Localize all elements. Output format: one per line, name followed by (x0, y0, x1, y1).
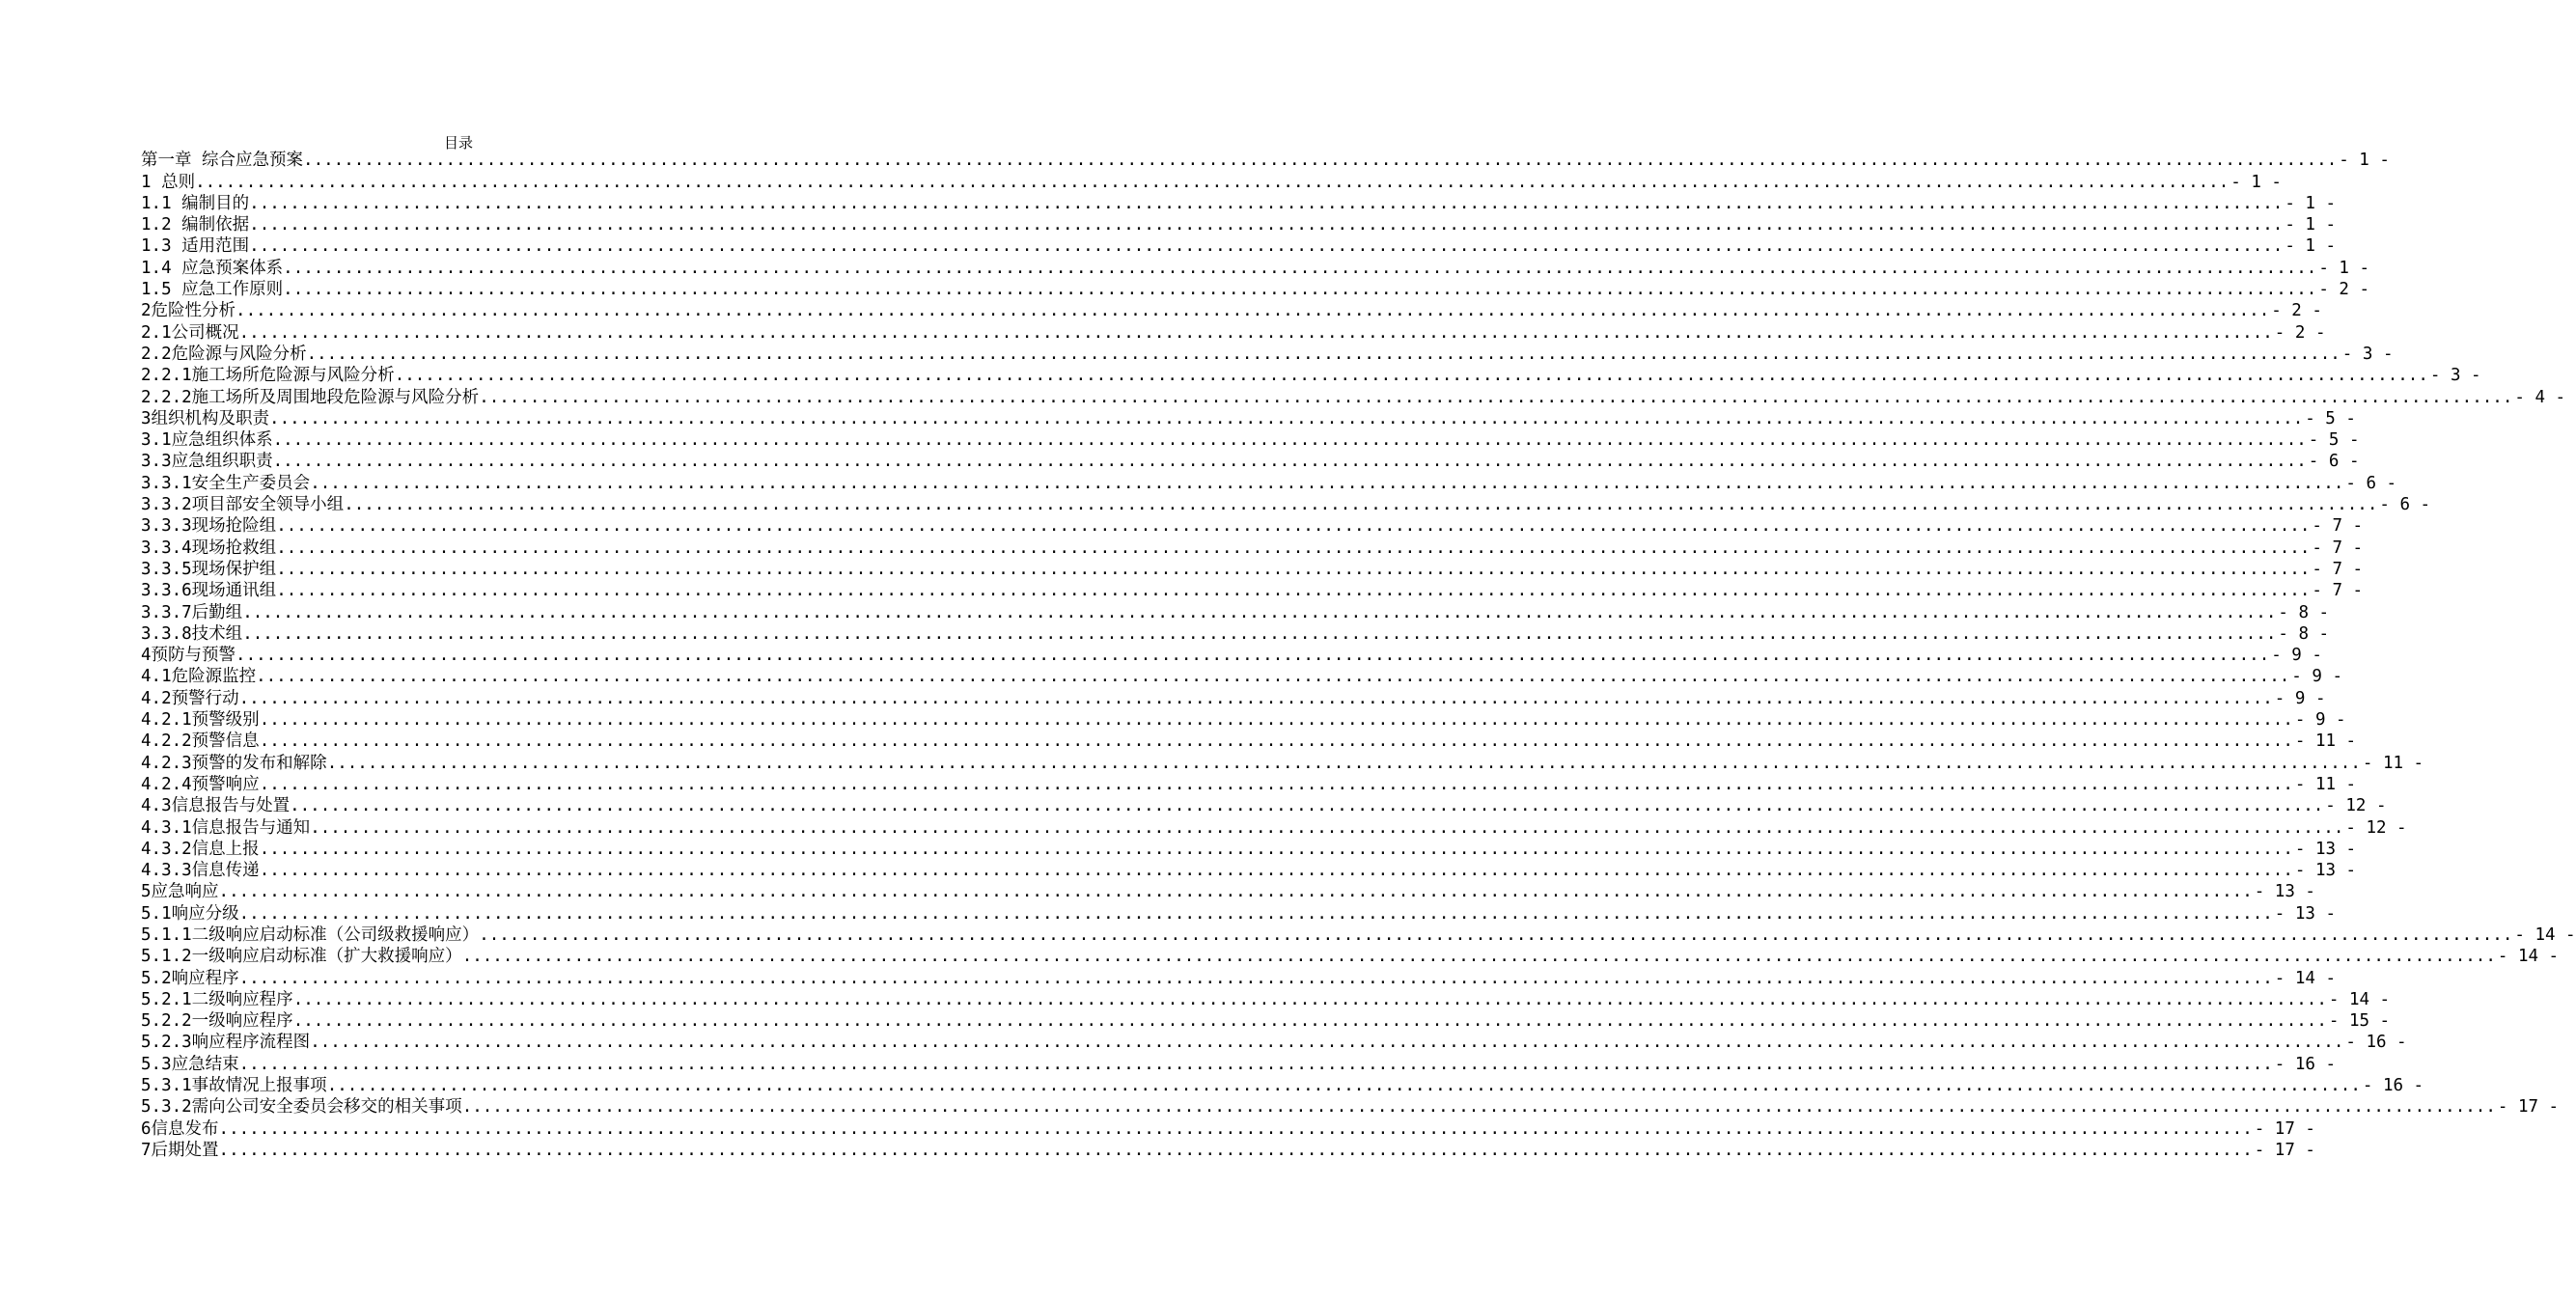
toc-entry[interactable] (141, 1140, 2315, 1161)
toc-entry-page-number: - 1 - (2318, 258, 2370, 278)
toc-entry-page-number: - 13 - (2294, 839, 2357, 859)
toc-entry-label: 1.4 应急预案体系 (141, 258, 284, 278)
toc-dot-leader: ........................................................................................................................................................................................................ (256, 667, 2290, 687)
toc-entry-label: 1 总则 (141, 172, 196, 192)
toc-entry[interactable] (141, 300, 2322, 321)
toc-entry-page-number: - 7 - (2312, 559, 2364, 579)
toc-entry-page-number: - 2 - (2274, 322, 2326, 343)
toc-entry-label: 4预防与预警 (141, 646, 236, 666)
toc-entry-label: 3.3.4现场抢救组 (141, 538, 277, 558)
toc-entry-label: 3.3.8技术组 (141, 623, 243, 644)
toc-entry-label: 5.2.1二级响应程序 (141, 989, 293, 1009)
toc-dot-leader: ........................................................................................................................................................................................................ (479, 924, 2513, 945)
toc-dot-leader: ........................................................................................................................................................................................................ (218, 1118, 2253, 1139)
toc-entry-page-number: - 8 - (2278, 602, 2330, 622)
toc-dot-leader: ........................................................................................................................................................................................................ (272, 452, 2307, 472)
toc-entry-page-number: - 12 - (2325, 796, 2387, 816)
toc-entry-label: 6信息发布 (141, 1118, 219, 1139)
toc-entry[interactable] (141, 193, 2337, 214)
toc-entry-label: 5.1.1二级响应启动标准（公司级救援响应） (141, 924, 480, 945)
toc-entry-label: 1.1 编制目的 (141, 193, 250, 213)
toc-dot-leader: ........................................................................................................................................................................................................ (461, 947, 2496, 967)
toc-entry-page-number: - 16 - (2362, 1076, 2424, 1096)
toc-entry-label: 5.1.2一级响应启动标准（扩大救援响应） (141, 947, 462, 967)
toc-entry[interactable] (141, 709, 2346, 731)
toc-entry-page-number: - 6 - (2379, 495, 2431, 515)
toc-entry[interactable] (141, 580, 2364, 601)
toc-entry-page-number: - 17 - (2497, 1097, 2560, 1118)
toc-dot-leader: ........................................................................................................................................................................................................ (272, 430, 2307, 451)
toc-entry[interactable] (141, 386, 2566, 407)
toc-entry-page-number: - 1 - (2285, 193, 2337, 213)
toc-entry[interactable] (141, 839, 2357, 860)
toc-dot-leader: ........................................................................................................................................................................................................ (306, 344, 2341, 364)
toc-entry-label: 5应急响应 (141, 882, 219, 902)
toc-entry-page-number: - 12 - (2345, 817, 2407, 838)
toc-entry[interactable] (141, 515, 2364, 537)
toc-entry-page-number: - 7 - (2312, 581, 2364, 601)
toc-entry-page-number: - 13 - (2254, 882, 2315, 902)
toc-entry-label: 1.5 应急工作原则 (141, 280, 284, 300)
toc-entry-label: 2.1公司概况 (141, 322, 239, 343)
toc-dot-leader: ........................................................................................................................................................................................................ (310, 1033, 2344, 1053)
toc-entry-label: 2危险性分析 (141, 301, 236, 321)
toc-entry-label: 7后期处置 (141, 1140, 219, 1160)
toc-entry[interactable] (141, 645, 2322, 666)
toc-dot-leader: ........................................................................................................................................................................................................ (249, 236, 2284, 257)
toc-dot-leader: ........................................................................................................................................................................................................ (290, 796, 2324, 816)
toc-dot-leader: ........................................................................................................................................................................................................ (238, 1054, 2273, 1074)
toc-entry[interactable] (141, 946, 2560, 967)
toc-entry-label: 4.2预警行动 (141, 688, 239, 708)
toc-dot-leader: ........................................................................................................................................................................................................ (276, 516, 2311, 537)
toc-dot-leader: ........................................................................................................................................................................................................ (276, 559, 2311, 579)
toc-entry-label: 5.2.3响应程序流程图 (141, 1033, 311, 1053)
toc-entry-label: 3.1应急组织体系 (141, 430, 273, 451)
toc-entry-page-number: - 14 - (2514, 924, 2576, 945)
toc-entry-label: 4.2.3预警的发布和解除 (141, 753, 327, 773)
toc-entry[interactable] (141, 494, 2431, 515)
toc-entry-page-number: - 6 - (2308, 452, 2360, 472)
toc-entry-page-number: - 3 - (2429, 366, 2481, 386)
toc-entry-label: 3.3应急组织职责 (141, 452, 273, 472)
toc-entry-page-number: - 1 - (2285, 215, 2337, 235)
toc-entry[interactable] (141, 1053, 2337, 1074)
toc-entry-page-number: - 5 - (2308, 430, 2360, 451)
toc-entry-page-number: - 6 - (2345, 473, 2397, 493)
toc-entry-page-number: - 9 - (2274, 688, 2326, 708)
toc-entry-page-number: - 9 - (2271, 646, 2322, 666)
toc-entry[interactable] (141, 1010, 2391, 1032)
toc-entry[interactable] (141, 408, 2356, 429)
toc-dot-leader: ........................................................................................................................................................................................................ (394, 366, 2428, 386)
toc-dot-leader: ........................................................................................................................................................................................................ (259, 710, 2293, 731)
toc-dot-leader: ........................................................................................................................................................................................................ (276, 538, 2311, 558)
toc-dot-leader: ........................................................................................................................................................................................................ (195, 172, 2230, 192)
toc-dot-leader: ........................................................................................................................................................................................................ (238, 322, 2273, 343)
toc-entry-page-number: - 1 - (2285, 236, 2337, 257)
toc-entry-label: 4.3.1信息报告与通知 (141, 817, 311, 838)
toc-dot-leader: ........................................................................................................................................................................................................ (259, 861, 2293, 881)
toc-entry-page-number: - 4 - (2514, 387, 2566, 407)
toc-entry[interactable] (141, 1096, 2560, 1118)
toc-dot-leader: ........................................................................................................................................................................................................ (259, 839, 2293, 859)
toc-entry[interactable] (141, 150, 2390, 171)
toc-entry-page-number: - 7 - (2312, 538, 2364, 558)
toc-dot-leader: ........................................................................................................................................................................................................ (461, 1097, 2496, 1118)
toc-dot-leader: ........................................................................................................................................................................................................ (238, 688, 2273, 708)
toc-entry-label: 2.2危险源与风险分析 (141, 344, 307, 364)
toc-dot-leader: ........................................................................................................................................................................................................ (276, 581, 2311, 601)
toc-dot-leader: ........................................................................................................................................................................................................ (283, 280, 2317, 300)
toc-entry-page-number: - 17 - (2254, 1118, 2315, 1139)
toc-entry-label: 3.3.6现场通讯组 (141, 581, 277, 601)
toc-entry[interactable] (141, 1075, 2424, 1096)
toc-entry-label: 5.1响应分级 (141, 903, 239, 924)
toc-entry-page-number: - 9 - (2294, 710, 2346, 731)
toc-entry[interactable] (141, 666, 2342, 687)
toc-entry-label: 3.3.3现场抢险组 (141, 516, 277, 537)
toc-entry[interactable] (141, 451, 2360, 472)
toc-dot-leader: ........................................................................................................................................................................................................ (242, 623, 2277, 644)
toc-dot-leader: ........................................................................................................................................................................................................ (242, 602, 2277, 622)
toc-dot-leader: ........................................................................................................................................................................................................ (259, 774, 2293, 794)
toc-entry[interactable] (141, 902, 2337, 924)
toc-entry[interactable] (141, 795, 2387, 816)
table-of-contents (141, 150, 2576, 1161)
toc-entry-label: 5.3.1事故情况上报事项 (141, 1076, 327, 1096)
toc-entry-page-number: - 17 - (2254, 1140, 2315, 1160)
toc-entry[interactable] (141, 1118, 2315, 1139)
toc-entry-page-number: - 11 - (2362, 753, 2424, 773)
toc-dot-leader: ........................................................................................................................................................................................................ (218, 882, 2253, 902)
toc-dot-leader: ........................................................................................................................................................................................................ (235, 301, 2270, 321)
toc-entry[interactable] (141, 989, 2391, 1010)
toc-entry[interactable] (141, 321, 2326, 343)
toc-dot-leader: ........................................................................................................................................................................................................ (269, 408, 2304, 428)
toc-entry[interactable] (141, 537, 2364, 558)
toc-entry-page-number: - 3 - (2341, 344, 2394, 364)
toc-entry[interactable] (141, 279, 2370, 300)
toc-entry[interactable] (141, 235, 2337, 257)
toc-dot-leader: ........................................................................................................................................................................................................ (292, 1011, 2327, 1032)
toc-entry-label: 4.1危险源监控 (141, 667, 257, 687)
toc-dot-leader: ........................................................................................................................................................................................................ (259, 731, 2293, 752)
toc-entry-label: 4.2.2预警信息 (141, 731, 260, 752)
toc-entry-label: 3.3.2项目部安全领导小组 (141, 495, 345, 515)
toc-title: 目录 (443, 134, 473, 152)
toc-entry-label: 5.2.2一级响应程序 (141, 1011, 293, 1032)
toc-dot-leader: ........................................................................................................................................................................................................ (249, 193, 2284, 213)
toc-entry[interactable] (141, 774, 2357, 795)
toc-dot-leader: ........................................................................................................................................................................................................ (218, 1140, 2253, 1160)
toc-entry-label: 2.2.2施工场所及周围地段危险源与风险分析 (141, 387, 480, 407)
toc-entry[interactable] (141, 731, 2357, 752)
toc-entry-label: 5.3.2需向公司安全委员会移交的相关事项 (141, 1097, 462, 1118)
toc-entry-page-number: - 16 - (2274, 1054, 2337, 1074)
toc-entry-label: 5.2响应程序 (141, 968, 239, 988)
toc-dot-leader: ........................................................................................................................................................................................................ (326, 753, 2361, 773)
toc-dot-leader: ........................................................................................................................................................................................................ (249, 215, 2284, 235)
toc-dot-leader: ........................................................................................................................................................................................................ (344, 495, 2378, 515)
toc-entry-page-number: - 1 - (2230, 172, 2282, 192)
toc-entry-label: 3组织机构及职责 (141, 408, 270, 428)
toc-entry-label: 4.3信息报告与处置 (141, 796, 291, 816)
toc-entry-label: 1.2 编制依据 (141, 215, 250, 235)
toc-entry-label: 3.3.7后勤组 (141, 602, 243, 622)
toc-entry-label: 1.3 适用范围 (141, 236, 250, 257)
toc-dot-leader: ........................................................................................................................................................................................................ (310, 473, 2344, 493)
toc-entry[interactable] (141, 967, 2337, 988)
toc-dot-leader: ........................................................................................................................................................................................................ (326, 1076, 2361, 1096)
toc-dot-leader: ........................................................................................................................................................................................................ (238, 903, 2273, 924)
toc-entry-label: 4.3.2信息上报 (141, 839, 260, 859)
toc-entry[interactable] (141, 601, 2330, 622)
toc-entry-page-number: - 13 - (2274, 903, 2337, 924)
toc-dot-leader: ........................................................................................................................................................................................................ (235, 646, 2270, 666)
toc-entry-page-number: - 7 - (2312, 516, 2364, 537)
toc-dot-leader: ........................................................................................................................................................................................................ (303, 151, 2338, 171)
toc-entry-label: 2.2.1施工场所危险源与风险分析 (141, 366, 395, 386)
toc-dot-leader: ........................................................................................................................................................................................................ (292, 989, 2327, 1009)
toc-entry-label: 5.3应急结束 (141, 1054, 239, 1074)
toc-entry-page-number: - 13 - (2294, 861, 2357, 881)
toc-entry[interactable] (141, 687, 2326, 708)
toc-entry[interactable] (141, 472, 2397, 493)
toc-entry[interactable] (141, 816, 2407, 838)
toc-entry[interactable] (141, 559, 2364, 580)
toc-entry-page-number: - 14 - (2328, 989, 2391, 1009)
toc-dot-leader: ........................................................................................................................................................................................................ (479, 387, 2513, 407)
toc-entry-label: 第一章 综合应急预案 (141, 151, 304, 171)
toc-entry[interactable] (141, 171, 2282, 192)
toc-entry-page-number: - 2 - (2271, 301, 2322, 321)
toc-entry[interactable] (141, 860, 2357, 881)
toc-entry-page-number: - 11 - (2294, 731, 2357, 752)
toc-dot-leader: ........................................................................................................................................................................................................ (238, 968, 2273, 988)
toc-entry-page-number: - 16 - (2345, 1033, 2407, 1053)
toc-entry[interactable] (141, 429, 2360, 451)
toc-entry[interactable] (141, 344, 2394, 365)
toc-entry[interactable] (141, 924, 2576, 946)
toc-dot-leader: ........................................................................................................................................................................................................ (283, 258, 2317, 278)
toc-entry[interactable] (141, 752, 2424, 773)
toc-entry-page-number: - 14 - (2497, 947, 2560, 967)
toc-entry[interactable] (141, 623, 2330, 645)
toc-entry-page-number: - 9 - (2291, 667, 2342, 687)
toc-entry-page-number: - 11 - (2294, 774, 2357, 794)
toc-entry-label: 3.3.1安全生产委员会 (141, 473, 311, 493)
toc-entry-label: 4.2.1预警级别 (141, 710, 260, 731)
toc-entry-page-number: - 14 - (2274, 968, 2337, 988)
toc-entry[interactable] (141, 881, 2315, 902)
toc-entry-page-number: - 8 - (2278, 623, 2330, 644)
toc-entry-page-number: - 5 - (2305, 408, 2356, 428)
toc-entry-label: 3.3.5现场保护组 (141, 559, 277, 579)
toc-entry-page-number: - 2 - (2318, 280, 2370, 300)
toc-entry-page-number: - 1 - (2339, 151, 2390, 171)
toc-entry[interactable] (141, 365, 2481, 386)
toc-entry-page-number: - 15 - (2328, 1011, 2391, 1032)
toc-entry[interactable] (141, 214, 2337, 235)
toc-entry[interactable] (141, 257, 2370, 278)
toc-entry[interactable] (141, 1032, 2407, 1053)
toc-entry-label: 4.3.3信息传递 (141, 861, 260, 881)
toc-entry-label: 4.2.4预警响应 (141, 774, 260, 794)
toc-dot-leader: ........................................................................................................................................................................................................ (310, 817, 2344, 838)
